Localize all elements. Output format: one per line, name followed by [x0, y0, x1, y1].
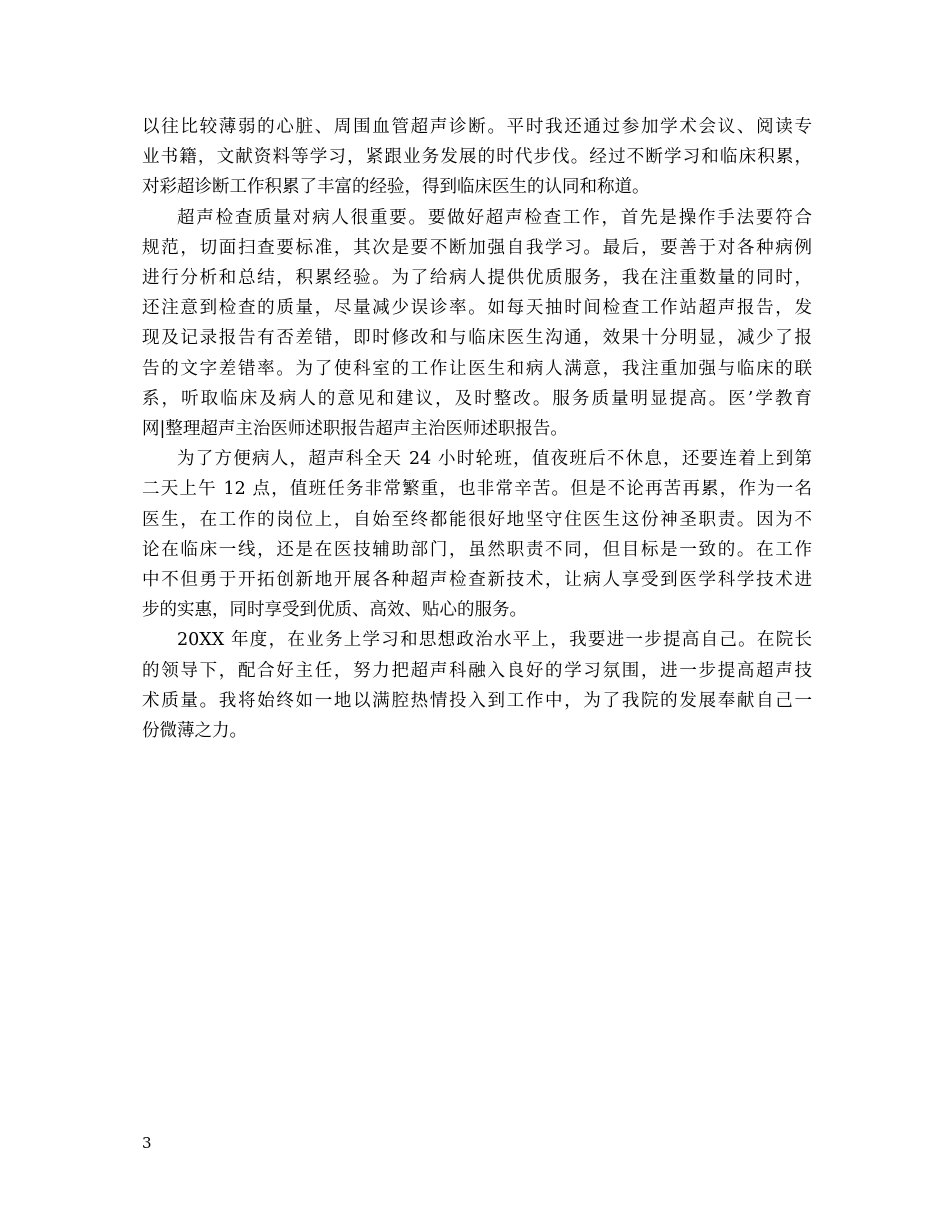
text-line: 二天上午 12 点，值班任务非常繁重，也非常辛苦。但是不论再苦再累，作为一名 [142, 479, 812, 500]
text-line: 系，听取临床及病人的意见和建议，及时整改。服务质量明显提高。医’学教育 [142, 388, 812, 409]
paragraph [142, 625, 812, 746]
paragraph [142, 203, 812, 445]
text-line: 论在临床一线，还是在医技辅助部门，虽然职责不同，但目标是一致的。在工作 [142, 539, 812, 560]
text-line: 20XX 年度，在业务上学习和思想政治水平上，我要进一步提高自己。在院长 [177, 630, 812, 651]
text-line: 现及记录报告有否差错，即时修改和与临床医生沟通，效果十分明显，减少了报 [142, 328, 812, 349]
text-line: 进行分析和总结，积累经验。为了给病人提供优质服务，我在注重数量的同时， [142, 268, 812, 289]
text-line: 的领导下，配合好主任，努力把超声科融入良好的学习氛围，进一步提高超声技 [142, 660, 812, 681]
text-line: 术质量。我将始终如一地以满腔热情投入到工作中，为了我院的发展奉献自己一 [142, 690, 812, 711]
text-line: 以往比较薄弱的心脏、周围血管超声诊断。平时我还通过参加学术会议、阅读专 [142, 117, 812, 137]
text-line: 份微薄之力。 [142, 721, 247, 742]
text-line: 规范，切面扫查要标准，其次是要不断加强自我学习。最后，要善于对各种病例 [142, 237, 812, 258]
text-line: 步的实惠，同时享受到优质、高效、贴心的服务。 [142, 600, 527, 621]
text-line: 超声检查质量对病人很重要。要做好超声检查工作，首先是操作手法要符合 [177, 207, 812, 228]
text-line: 中不但勇于开拓创新地开展各种超声检查新技术，让病人享受到医学科学技术进 [142, 570, 812, 591]
text-line: 业书籍，文献资料等学习，紧跟业务发展的时代步伐。经过不断学习和临床积累， [142, 147, 812, 168]
text-line: 为了方便病人，超声科全天 24 小时轮班，值夜班后不休息，还要连着上到第 [177, 449, 812, 470]
text-line: 对彩超诊断工作积累了丰富的经验，得到临床医生的认同和称道。 [142, 177, 650, 198]
text-line: 告的文字差错率。为了使科室的工作让医生和病人满意，我注重加强与临床的联 [142, 358, 812, 379]
paragraph [142, 112, 812, 203]
body-text [142, 112, 812, 746]
page-number: 3 [142, 1134, 152, 1152]
text-line: 医生，在工作的岗位上，自始至终都能很好地坚守住医生这份神圣职责。因为不 [142, 509, 812, 530]
paragraph [142, 444, 812, 625]
text-line: 还注意到检查的质量，尽量减少误诊率。如每天抽时间检查工作站超声报告，发 [142, 298, 812, 319]
text-line: 网|整理超声主治医师述职报告超声主治医师述职报告。 [142, 419, 568, 440]
